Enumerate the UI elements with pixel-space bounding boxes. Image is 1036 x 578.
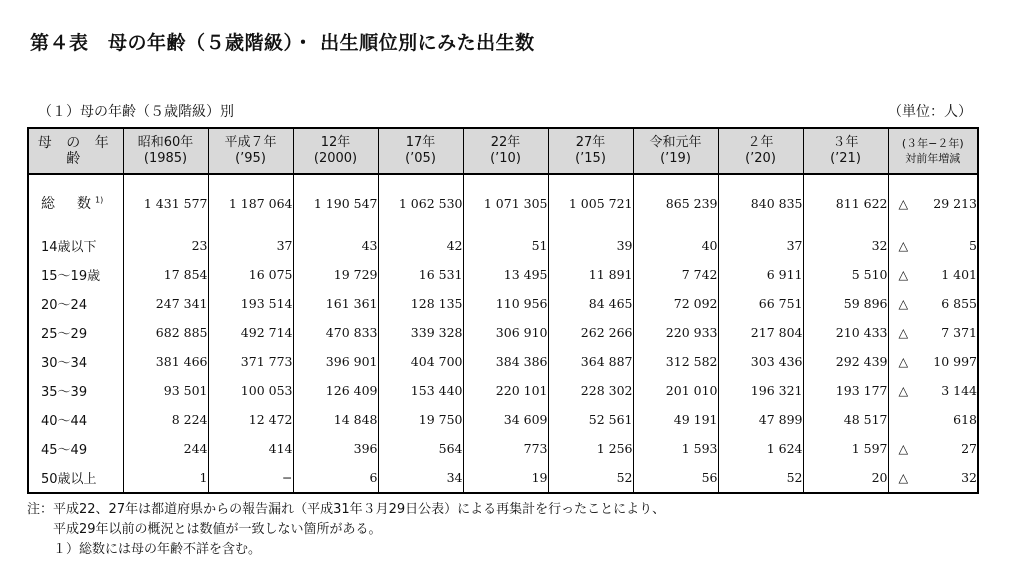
data-cell: 12 472	[208, 405, 293, 434]
table-row	[28, 405, 978, 434]
header-column	[293, 128, 378, 174]
data-cell: 262 266	[548, 318, 633, 347]
row-label	[28, 434, 123, 463]
data-cell: 196 321	[718, 376, 803, 405]
data-cell: 8 224	[123, 405, 208, 434]
row-label-text: 35～39	[41, 385, 88, 400]
table-row	[28, 289, 978, 318]
change-cell	[888, 463, 978, 493]
page-title: 第４表 母の年齢（５歳階級）・ 出生順位別にみた出生数	[30, 32, 535, 54]
row-label-text: 14歳以下	[41, 240, 97, 255]
change-value: 6 855	[941, 296, 977, 311]
data-cell: 6 911	[718, 260, 803, 289]
data-cell: 66 751	[718, 289, 803, 318]
data-cell: 773	[463, 434, 548, 463]
table-row	[28, 231, 978, 260]
header-line2: (’15)	[575, 151, 606, 166]
header-line2: (2000)	[313, 151, 358, 166]
header-column	[718, 128, 803, 174]
data-cell: 42	[378, 231, 463, 260]
decrease-mark: △	[898, 267, 909, 282]
data-cell: 414	[208, 434, 293, 463]
row-label-text: 30～34	[41, 356, 88, 371]
header-line1: 母 の 年 齢	[37, 135, 114, 167]
header-line1: 令和元年	[649, 135, 702, 150]
header-column	[888, 128, 978, 174]
table-row	[28, 347, 978, 376]
change-cell	[888, 231, 978, 260]
data-cell: 43	[293, 231, 378, 260]
data-cell: 51	[463, 231, 548, 260]
table-row	[28, 318, 978, 347]
data-cell: 381 466	[123, 347, 208, 376]
data-cell: 1 190 547	[293, 174, 378, 231]
change-cell	[888, 289, 978, 318]
table-body	[28, 174, 978, 493]
change-value: 29 213	[933, 195, 977, 211]
data-cell: 247 341	[123, 289, 208, 318]
data-cell: 34	[378, 463, 463, 493]
row-label-text: 総 数	[41, 196, 95, 212]
row-label	[28, 376, 123, 405]
births-by-mother-age-table	[27, 127, 979, 494]
data-cell: 339 328	[378, 318, 463, 347]
data-cell: 371 773	[208, 347, 293, 376]
data-cell: 404 700	[378, 347, 463, 376]
change-cell	[888, 318, 978, 347]
decrease-mark: △	[898, 195, 909, 211]
change-cell	[888, 260, 978, 289]
data-cell: 52	[548, 463, 633, 493]
data-cell: 34 609	[463, 405, 548, 434]
data-cell: 19	[463, 463, 548, 493]
header-column	[123, 128, 208, 174]
data-cell: 840 835	[718, 174, 803, 231]
change-cell	[888, 405, 978, 434]
change-value: 1 401	[941, 267, 977, 282]
row-label	[28, 260, 123, 289]
header-line2: (’95)	[235, 151, 266, 166]
row-label	[28, 463, 123, 493]
change-value: 7 371	[941, 325, 977, 340]
data-cell: −	[208, 463, 293, 493]
decrease-mark: △	[898, 238, 909, 253]
data-cell: 17 854	[123, 260, 208, 289]
footnote-marker: 1)	[95, 195, 104, 205]
row-label-text: 45～49	[41, 443, 88, 458]
change-value: 27	[961, 441, 977, 456]
footnote-line: 注：平成22、27年は都道府県からの報告漏れ（平成31年３月29日公表）による再集計を行ったことにより、	[27, 502, 666, 517]
data-cell: 11 891	[548, 260, 633, 289]
change-cell	[888, 376, 978, 405]
header-line2: (’20)	[745, 151, 776, 166]
data-cell: 193 514	[208, 289, 293, 318]
footnotes	[27, 500, 665, 560]
data-cell: 153 440	[378, 376, 463, 405]
footnote-line: １）総数には母の年齢不詳を含む。	[27, 542, 262, 557]
change-value: 618	[953, 412, 977, 427]
change-cell	[888, 347, 978, 376]
row-label-text: 15～19歳	[41, 269, 101, 284]
data-cell: 1 624	[718, 434, 803, 463]
data-cell: 244	[123, 434, 208, 463]
data-cell: 39	[548, 231, 633, 260]
data-cell: 564	[378, 434, 463, 463]
data-cell: 56	[633, 463, 718, 493]
data-cell: 16 531	[378, 260, 463, 289]
data-cell: 37	[718, 231, 803, 260]
decrease-mark: △	[898, 383, 909, 398]
data-cell: 865 239	[633, 174, 718, 231]
data-cell: 6	[293, 463, 378, 493]
data-cell: 384 386	[463, 347, 548, 376]
data-cell: 312 582	[633, 347, 718, 376]
data-cell: 40	[633, 231, 718, 260]
data-cell: 220 933	[633, 318, 718, 347]
row-label-text: 40～44	[41, 414, 88, 429]
decrease-mark: △	[898, 296, 909, 311]
header-line1: 17年	[405, 135, 436, 150]
header-line1: 12年	[320, 135, 351, 150]
header-line1: ２年	[747, 135, 774, 150]
row-label	[28, 174, 123, 231]
header-line2: (1985)	[143, 151, 188, 166]
table-row	[28, 434, 978, 463]
table-subtitle: （１）母の年齢（５歳階級）別	[38, 104, 234, 120]
data-cell: 292 439	[803, 347, 888, 376]
header-line2: 対前年増減	[905, 152, 961, 165]
data-cell: 470 833	[293, 318, 378, 347]
table-row	[28, 260, 978, 289]
change-cell	[888, 174, 978, 231]
row-label	[28, 347, 123, 376]
header-line1: 22年	[490, 135, 521, 150]
table-row	[28, 463, 978, 493]
data-cell: 7 742	[633, 260, 718, 289]
data-cell: 228 302	[548, 376, 633, 405]
data-cell: 1	[123, 463, 208, 493]
data-cell: 128 135	[378, 289, 463, 318]
data-cell: 1 431 577	[123, 174, 208, 231]
header-column	[463, 128, 548, 174]
data-cell: 811 622	[803, 174, 888, 231]
table-row	[28, 376, 978, 405]
data-cell: 217 804	[718, 318, 803, 347]
row-label-text: 50歳以上	[41, 472, 97, 487]
row-label	[28, 405, 123, 434]
data-cell: 396 901	[293, 347, 378, 376]
data-cell: 23	[123, 231, 208, 260]
header-line1: (３年−２年)	[901, 137, 964, 150]
data-cell: 306 910	[463, 318, 548, 347]
header-line2: (’10)	[490, 151, 521, 166]
data-cell: 1 256	[548, 434, 633, 463]
data-cell: 110 956	[463, 289, 548, 318]
header-column	[378, 128, 463, 174]
data-cell: 210 433	[803, 318, 888, 347]
header-line2: (’19)	[660, 151, 691, 166]
header-line1: ３年	[832, 135, 859, 150]
data-cell: 682 885	[123, 318, 208, 347]
header-column	[548, 128, 633, 174]
header-line1: 昭和60年	[137, 135, 194, 150]
row-label	[28, 231, 123, 260]
change-value: 10 997	[933, 354, 977, 369]
header-line2: (’05)	[405, 151, 436, 166]
header-age	[28, 128, 123, 174]
data-cell: 52	[718, 463, 803, 493]
decrease-mark: △	[898, 325, 909, 340]
data-cell: 1 593	[633, 434, 718, 463]
data-cell: 220 101	[463, 376, 548, 405]
header-column	[208, 128, 293, 174]
data-cell: 303 436	[718, 347, 803, 376]
change-value: 32	[961, 470, 977, 485]
data-cell: 5 510	[803, 260, 888, 289]
header-column	[803, 128, 888, 174]
decrease-mark: △	[898, 441, 909, 456]
data-cell: 193 177	[803, 376, 888, 405]
change-cell	[888, 434, 978, 463]
header-line2: (’21)	[830, 151, 861, 166]
data-cell: 20	[803, 463, 888, 493]
data-cell: 72 092	[633, 289, 718, 318]
data-cell: 19 729	[293, 260, 378, 289]
data-cell: 13 495	[463, 260, 548, 289]
data-cell: 492 714	[208, 318, 293, 347]
data-cell: 84 465	[548, 289, 633, 318]
data-cell: 32	[803, 231, 888, 260]
decrease-mark: △	[898, 470, 909, 485]
data-cell: 19 750	[378, 405, 463, 434]
data-cell: 396	[293, 434, 378, 463]
footnote-line: 平成29年以前の概況とは数値が一致しない箇所がある。	[27, 522, 382, 537]
header-line1: 平成７年	[224, 135, 277, 150]
data-cell: 14 848	[293, 405, 378, 434]
data-cell: 16 075	[208, 260, 293, 289]
data-cell: 1 005 721	[548, 174, 633, 231]
data-cell: 1 062 530	[378, 174, 463, 231]
change-value: 3 144	[941, 383, 977, 398]
change-value: 5	[969, 238, 977, 253]
data-cell: 48 517	[803, 405, 888, 434]
data-cell: 47 899	[718, 405, 803, 434]
data-cell: 364 887	[548, 347, 633, 376]
data-cell: 161 361	[293, 289, 378, 318]
row-label	[28, 318, 123, 347]
data-cell: 126 409	[293, 376, 378, 405]
data-cell: 1 071 305	[463, 174, 548, 231]
decrease-mark: △	[898, 354, 909, 369]
row-label-text: 20～24	[41, 298, 88, 313]
table-row	[28, 174, 978, 231]
unit-label: （単位：人）	[888, 104, 972, 120]
data-cell: 1 187 064	[208, 174, 293, 231]
header-line1: 27年	[575, 135, 606, 150]
table-header-row	[28, 128, 978, 174]
data-cell: 1 597	[803, 434, 888, 463]
data-cell: 201 010	[633, 376, 718, 405]
data-cell: 100 053	[208, 376, 293, 405]
data-cell: 49 191	[633, 405, 718, 434]
row-label-text: 25～29	[41, 327, 88, 342]
data-cell: 59 896	[803, 289, 888, 318]
data-cell: 52 561	[548, 405, 633, 434]
row-label	[28, 289, 123, 318]
data-cell: 93 501	[123, 376, 208, 405]
data-cell: 37	[208, 231, 293, 260]
header-column	[633, 128, 718, 174]
